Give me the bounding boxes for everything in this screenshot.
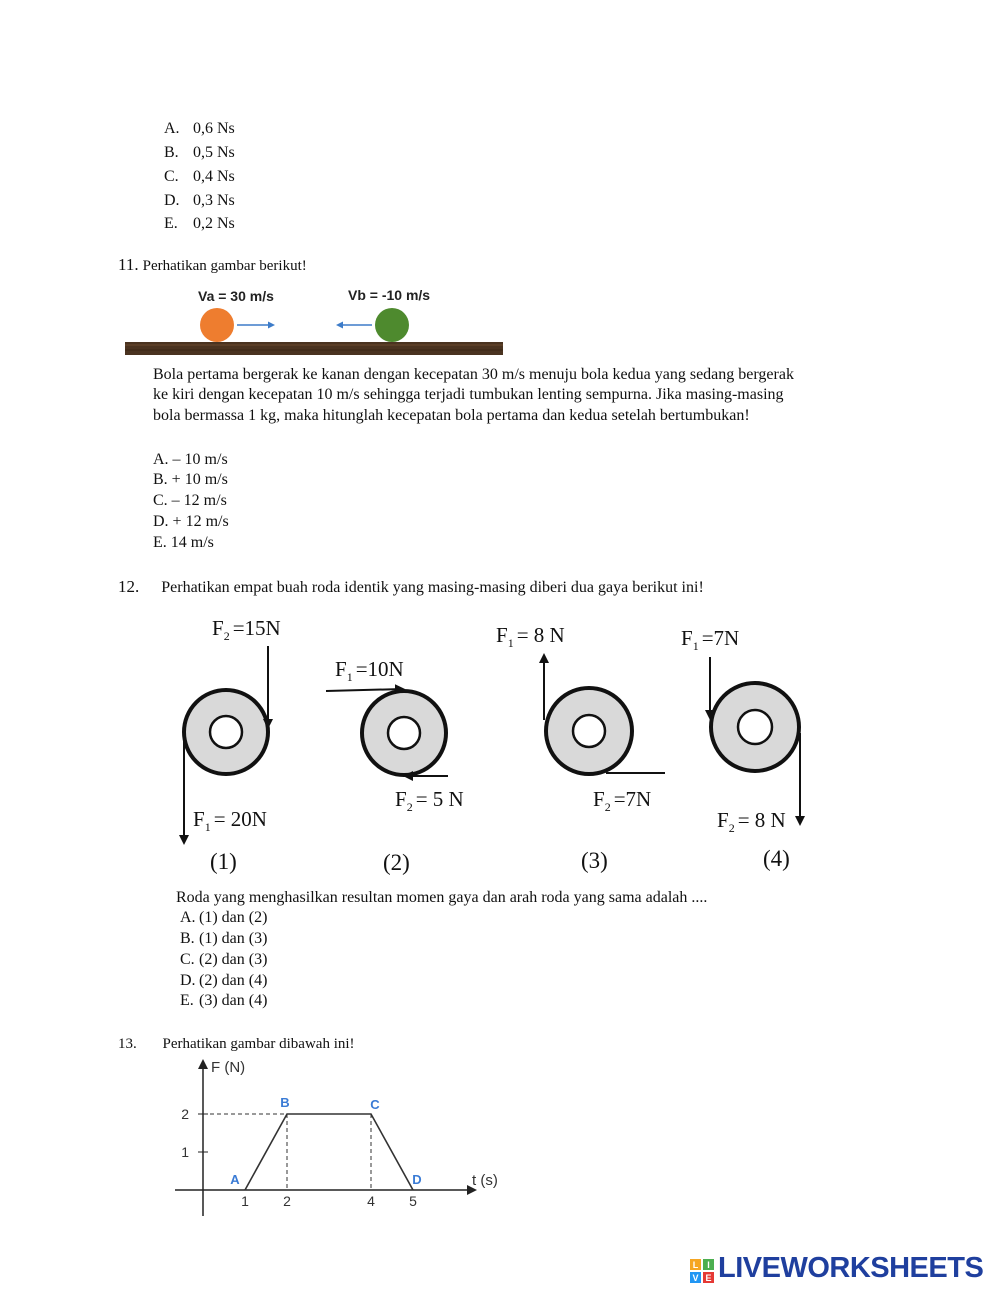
series-line [245, 1114, 413, 1190]
force-label: $F_1 = 8$ N [496, 623, 565, 650]
logo-letter: I [707, 1260, 710, 1270]
point-label: D [412, 1172, 422, 1187]
x-tick-label: 5 [409, 1193, 417, 1209]
paragraph-line: bola bermassa 1 kg, maka hitunglah kecepatan bola pertama dan kedua setelah bertumbukan! [153, 407, 750, 424]
q11-option[interactable]: D. + 12 m/s [153, 513, 229, 530]
question-prompt: Perhatikan empat buah roda identik yang masing-masing diberi dua gaya berikut ini! [161, 579, 704, 596]
paragraph-line: ke kiri dengan kecepatan 10 m/s sehingga terjadi tumbukan lenting sempurna. Jika masing-masing [153, 386, 784, 403]
ball-a [200, 308, 234, 342]
q12-option[interactable]: B. (1) dan (3) [180, 930, 268, 947]
va-label: Va = 30 m/s [198, 288, 274, 304]
force-label: $F_1 =10N$ [335, 657, 404, 684]
arrow-left-head [336, 322, 343, 329]
force-label: $F_2 =7N$ [593, 787, 652, 814]
vb-label: Vb = -10 m/s [348, 287, 431, 303]
q12-option[interactable]: D. (2) dan (4) [180, 972, 268, 989]
force-label: $F_2 = 8$ N [717, 808, 786, 835]
q11-header [118, 255, 307, 276]
point-label: A [230, 1172, 240, 1187]
question-prompt: Perhatikan gambar dibawah ini! [162, 1036, 355, 1052]
wheel-label: (2) [383, 850, 410, 875]
force-label: $F_2 =15N$ [212, 616, 281, 643]
point-label: C [370, 1097, 380, 1112]
ground [125, 342, 503, 355]
q13-header [118, 1034, 355, 1054]
wheel-label: (3) [581, 848, 608, 873]
question-prompt: Perhatikan gambar berikut! [142, 258, 307, 274]
wheel-label: (4) [763, 846, 790, 871]
wheel-label: (1) [210, 849, 237, 874]
liveworksheets-logo[interactable] [690, 1254, 990, 1286]
q10-option[interactable]: B. 0,5 Ns [164, 144, 235, 161]
collision-figure [120, 283, 510, 359]
question-number: 12. [118, 577, 140, 596]
force-label: $F_1 = 20N$ [193, 807, 267, 834]
q12-option[interactable]: A. (1) dan (2) [180, 909, 268, 926]
y-tick-label: 2 [181, 1106, 189, 1122]
ball-b [375, 308, 409, 342]
y-tick-label: 1 [181, 1144, 189, 1160]
q12-option[interactable]: E. (3) dan (4) [180, 992, 268, 1009]
logo-letter: V [692, 1273, 699, 1283]
force-label: $F_1 =7N$ [681, 626, 740, 653]
q10-option[interactable]: A. 0,6 Ns [164, 120, 235, 137]
force-label: $F_2 = 5$ N [395, 787, 464, 814]
y-axis-label: F (N) [211, 1059, 246, 1076]
q12-option[interactable]: C. (2) dan (3) [180, 951, 268, 968]
paragraph-line: Bola pertama bergerak ke kanan dengan kecepatan 30 m/s menuju bola kedua yang sedang bergerak [153, 366, 794, 383]
q10-option[interactable]: E. 0,2 Ns [164, 215, 235, 232]
q10-option[interactable]: D. 0,3 Ns [164, 192, 235, 209]
wheel-4 [681, 626, 800, 871]
q11-option[interactable]: B. + 10 m/s [153, 471, 228, 488]
q10-option[interactable]: C. 0,4 Ns [164, 168, 235, 185]
x-tick-label: 4 [367, 1193, 375, 1209]
force-time-chart [165, 1053, 525, 1223]
logo-letter: L [692, 1260, 699, 1270]
brand-name: LIVEWORKSHEETS [718, 1252, 984, 1284]
wheel-3 [496, 623, 665, 873]
logo-letter: E [705, 1273, 712, 1283]
x-tick-label: 1 [241, 1193, 249, 1209]
wheels-figure [0, 600, 1000, 885]
q11-option[interactable]: A. – 10 m/s [153, 451, 228, 468]
question-number: 11. [118, 255, 139, 274]
wheel-1 [184, 616, 281, 874]
q12-question: Roda yang menghasilkan resultan momen gaya dan arah roda yang sama adalah .... [176, 889, 708, 906]
force-arrow [326, 689, 403, 691]
x-tick-label: 2 [283, 1193, 291, 1209]
q11-option[interactable]: E. 14 m/s [153, 534, 214, 551]
x-axis-label: t (s) [472, 1172, 498, 1189]
logo-icon [690, 1259, 714, 1283]
wheel-2 [326, 657, 464, 875]
q11-option[interactable]: C. – 12 m/s [153, 492, 227, 509]
q12-header [118, 577, 704, 598]
question-number: 13. [118, 1036, 137, 1052]
arrow-right-head [268, 322, 275, 329]
point-label: B [280, 1095, 290, 1110]
